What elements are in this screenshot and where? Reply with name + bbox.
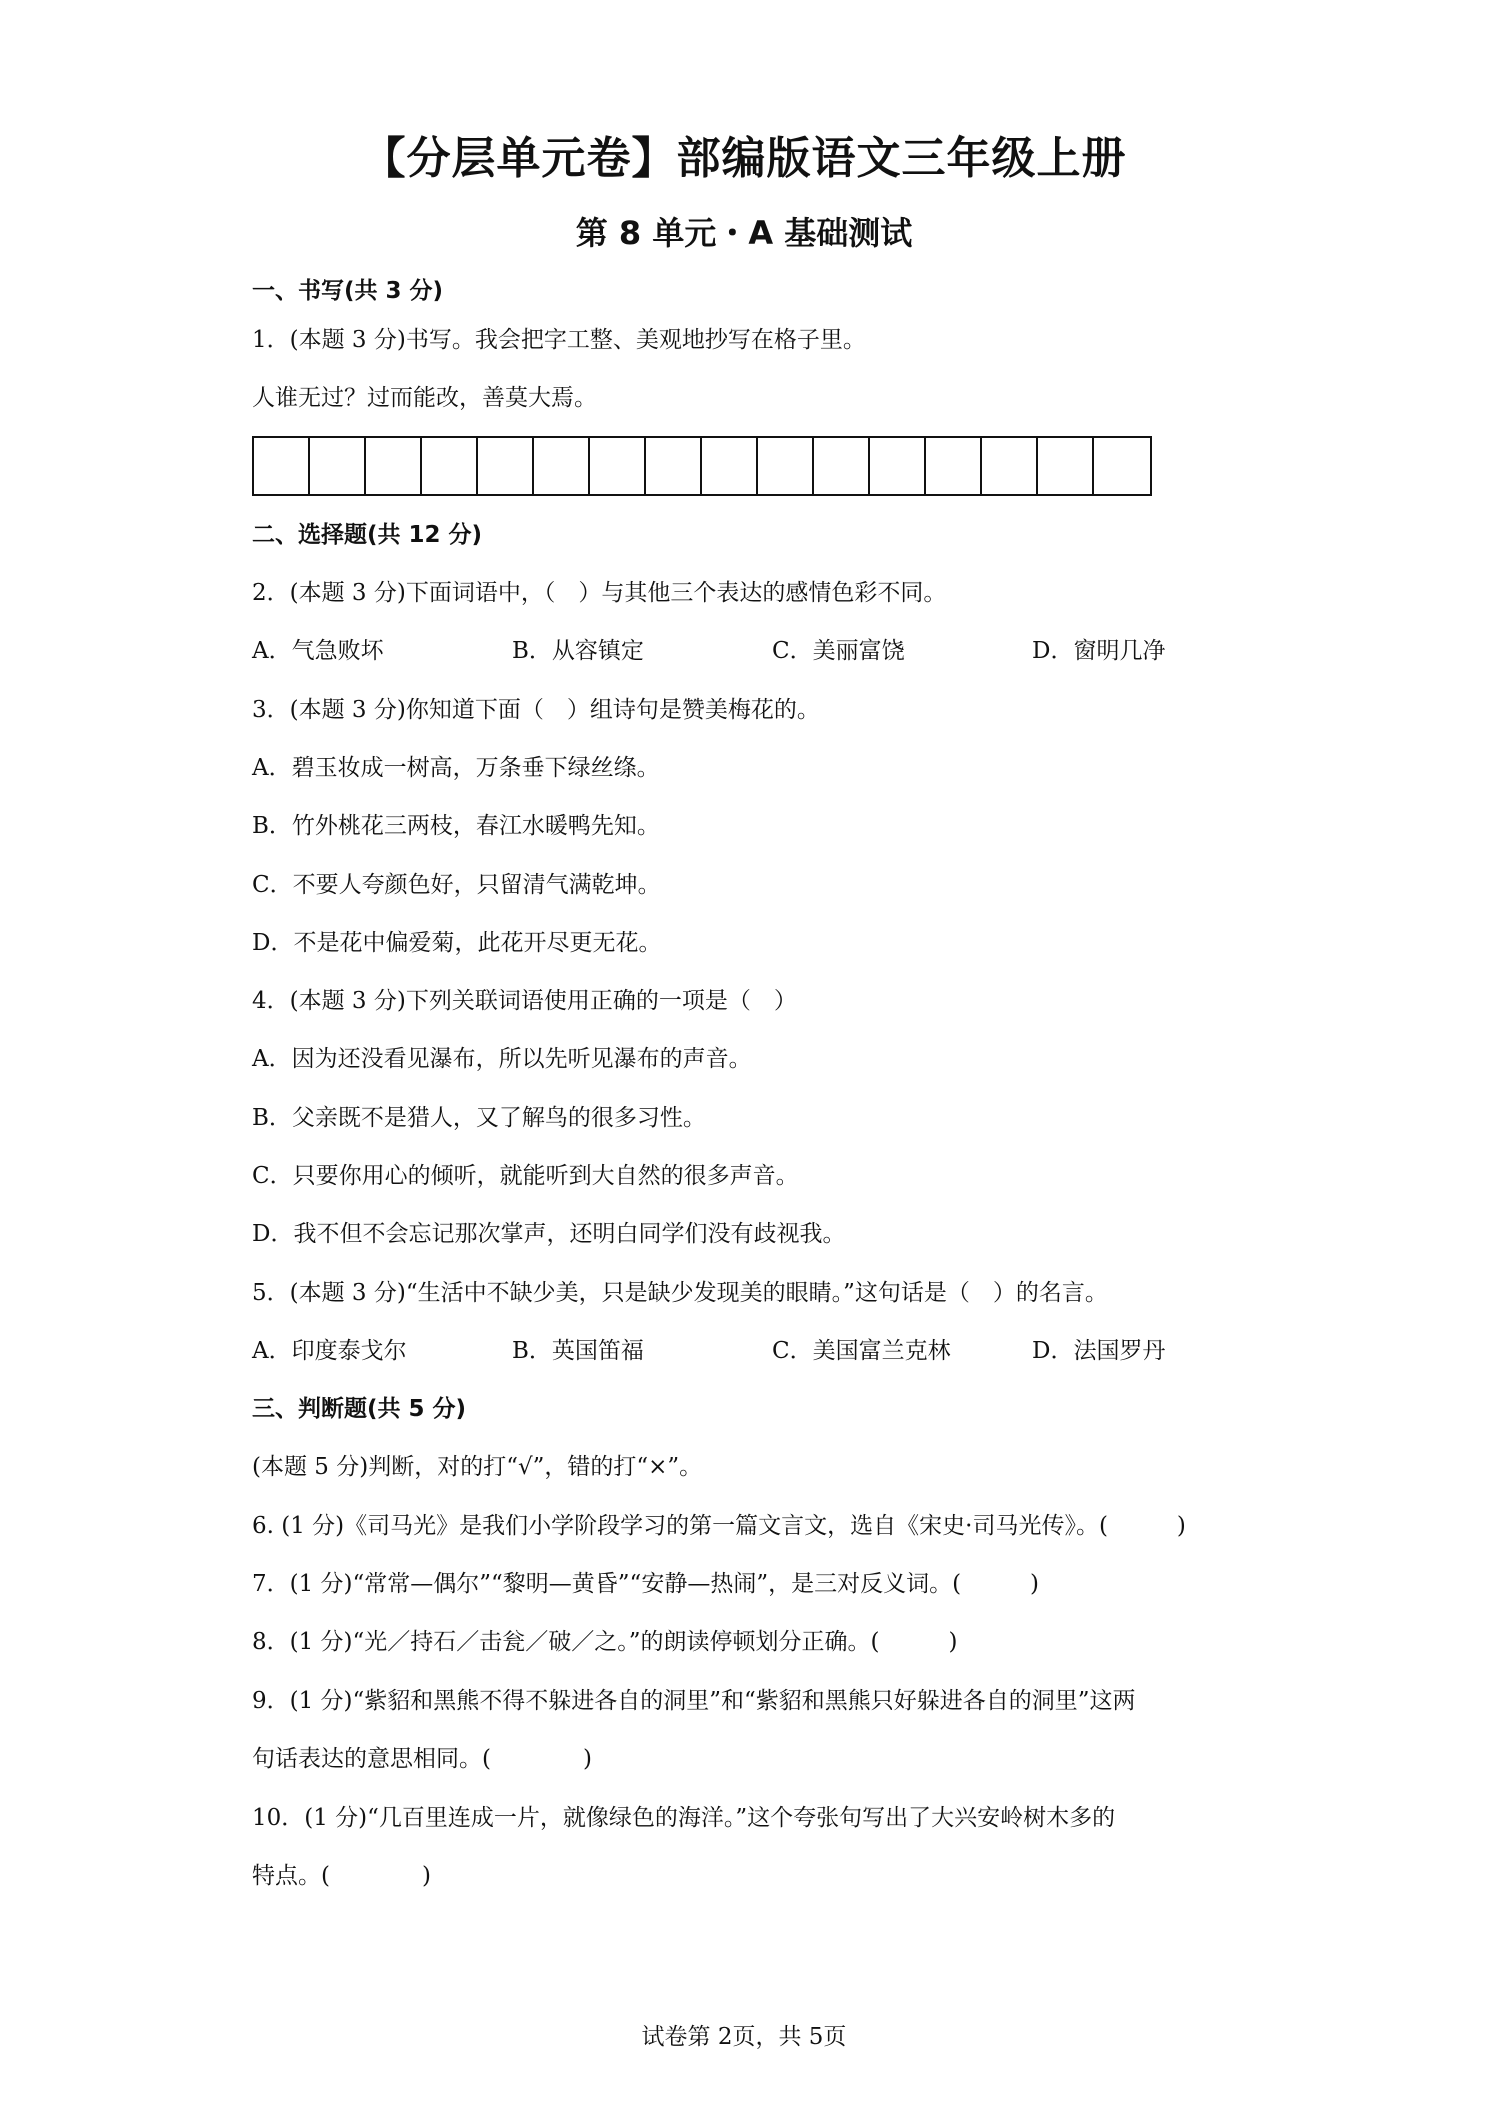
option-a[interactable]: A．气急败坏 [252, 638, 384, 664]
question-7[interactable]: 7．(1 分)“常常—偶尔”“黎明—黄昏”“安静—热闹”，是三对反义词。( ) [252, 1571, 1040, 1597]
option-c[interactable]: C．美国富兰克林 [772, 1338, 951, 1364]
question-3-option-b[interactable]: B．竹外桃花三两枝，春江水暖鸭先知。 [252, 813, 660, 839]
option-d[interactable]: D．法国罗丹 [1032, 1338, 1166, 1364]
question-10-line-2[interactable]: 特点。( ) [252, 1863, 431, 1889]
section-heading-writing: 一、书写(共 3 分) [252, 278, 444, 304]
grid-cell[interactable] [926, 438, 982, 494]
page-subtitle: 第 8 单元・A 基础测试 [575, 214, 913, 252]
question-9-line-2[interactable]: 句话表达的意思相同。( ) [252, 1746, 592, 1772]
grid-cell[interactable] [870, 438, 926, 494]
question-1-text: 人谁无过？过而能改，善莫大焉。 [252, 385, 597, 411]
grid-cell[interactable] [702, 438, 758, 494]
question-3-option-c[interactable]: C．不要人夸颜色好，只留清气满乾坤。 [252, 872, 661, 898]
option-b[interactable]: B．英国笛福 [512, 1338, 644, 1364]
question-4-option-a[interactable]: A．因为还没看见瀑布，所以先听见瀑布的声音。 [252, 1046, 752, 1072]
question-1-stem: 1．(本题 3 分)书写。我会把字工整、美观地抄写在格子里。 [252, 327, 866, 353]
grid-cell[interactable] [814, 438, 870, 494]
section-heading-choice: 二、选择题(共 12 分) [252, 522, 483, 548]
question-3-option-d[interactable]: D．不是花中偏爱菊，此花开尽更无花。 [252, 930, 662, 956]
grid-cell[interactable] [982, 438, 1038, 494]
question-4-option-d[interactable]: D．我不但不会忘记那次掌声，还明白同学们没有歧视我。 [252, 1221, 846, 1247]
question-5-stem: 5．(本题 3 分)“生活中不缺少美，只是缺少发现美的眼睛。”这句话是（ ）的名言。 [252, 1280, 1108, 1306]
grid-cell[interactable] [1094, 438, 1150, 494]
question-4-option-c[interactable]: C．只要你用心的倾听，就能听到大自然的很多声音。 [252, 1163, 799, 1189]
grid-cell[interactable] [310, 438, 366, 494]
question-9-line-1: 9．(1 分)“紫貂和黑熊不得不躲进各自的洞里”和“紫貂和黑熊只好躲进各自的洞里”这两 [252, 1688, 1136, 1714]
grid-cell[interactable] [590, 438, 646, 494]
grid-cell[interactable] [366, 438, 422, 494]
question-8[interactable]: 8．(1 分)“光／持石／击瓮／破／之。”的朗读停顿划分正确。( ) [252, 1629, 958, 1655]
question-6[interactable]: 6. (1 分)《司马光》是我们小学阶段学习的第一篇文言文，选自《宋史·司马光传》。( ) [252, 1513, 1186, 1539]
page-title: 【分层单元卷】部编版语文三年级上册 [361, 133, 1127, 184]
question-4-option-b[interactable]: B．父亲既不是猎人，又了解鸟的很多习性。 [252, 1105, 706, 1131]
judge-intro: (本题 5 分)判断，对的打“√”，错的打“×”。 [252, 1454, 703, 1480]
question-4-stem: 4．(本题 3 分)下列关联词语使用正确的一项是（ ） [252, 988, 797, 1014]
grid-cell[interactable] [758, 438, 814, 494]
option-c[interactable]: C．美丽富饶 [772, 638, 905, 664]
question-3-stem: 3．(本题 3 分)你知道下面（ ）组诗句是赞美梅花的。 [252, 697, 820, 723]
question-10-line-1: 10．(1 分)“几百里连成一片，就像绿色的海洋。”这个夸张句写出了大兴安岭树木多的 [252, 1805, 1116, 1831]
grid-cell[interactable] [646, 438, 702, 494]
grid-cell[interactable] [422, 438, 478, 494]
option-a[interactable]: A．印度泰戈尔 [252, 1338, 407, 1364]
grid-cell[interactable] [1038, 438, 1094, 494]
grid-cell[interactable] [534, 438, 590, 494]
question-3-option-a[interactable]: A．碧玉妆成一树高，万条垂下绿丝绦。 [252, 755, 660, 781]
grid-cell[interactable] [478, 438, 534, 494]
question-2-stem: 2．(本题 3 分)下面词语中，（ ）与其他三个表达的感情色彩不同。 [252, 580, 947, 606]
writing-grid[interactable] [252, 436, 1152, 496]
option-b[interactable]: B．从容镇定 [512, 638, 644, 664]
option-d[interactable]: D．窗明几净 [1032, 638, 1166, 664]
grid-cell[interactable] [254, 438, 310, 494]
section-heading-judge: 三、判断题(共 5 分) [252, 1396, 467, 1422]
page-footer: 试卷第 2页，共 5页 [641, 2024, 847, 2050]
